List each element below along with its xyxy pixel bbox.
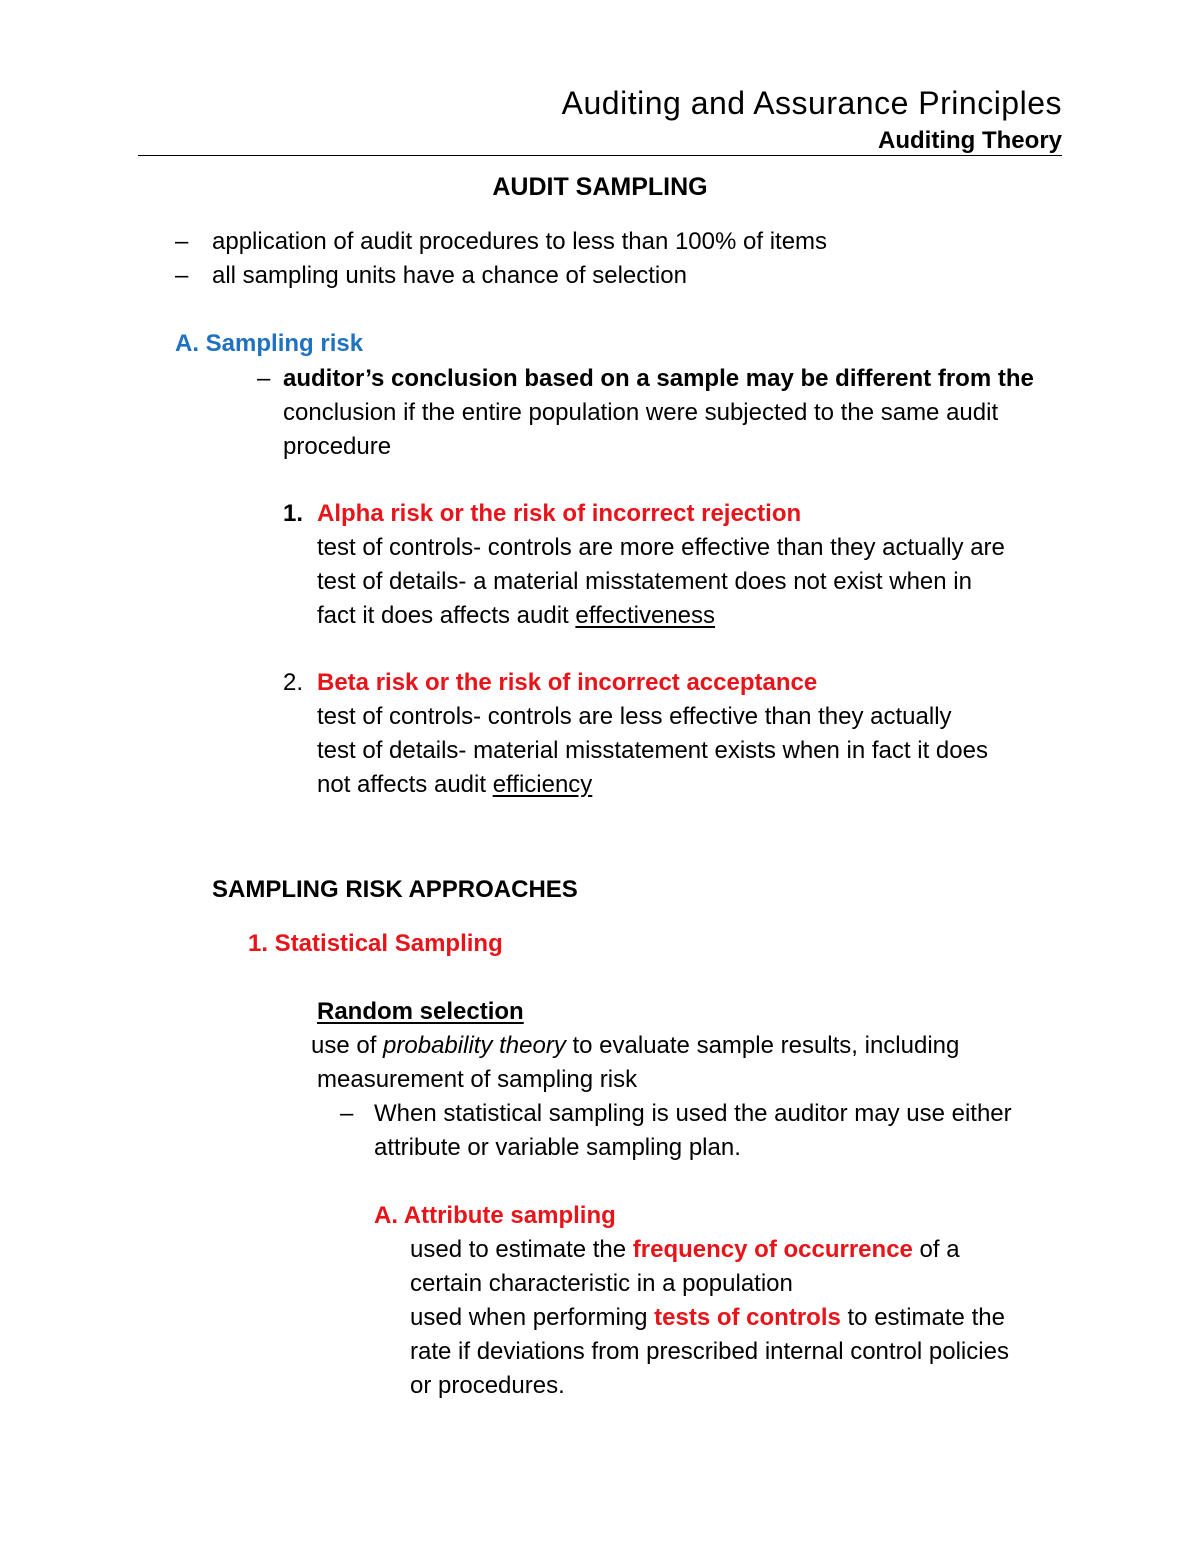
- alpha-number: 1.: [283, 500, 304, 527]
- attribute-sampling-heading: A. Attribute sampling: [374, 1202, 616, 1229]
- alpha-line3: [317, 599, 715, 633]
- sampling-risk-heading: A. Sampling risk: [175, 330, 364, 357]
- bullet-dash: –: [257, 365, 271, 392]
- beta-line3: [317, 768, 592, 802]
- intro-bullet-2: all sampling units have a chance of selection: [212, 262, 687, 289]
- alpha-line2: test of details- a material misstatement does not exist when in: [317, 568, 972, 595]
- alpha-effectiveness: effectiveness: [575, 602, 716, 629]
- statistical-bullet-line2: attribute or variable sampling plan.: [374, 1134, 741, 1161]
- attribute-line3-post: to estimate the: [840, 1304, 1005, 1331]
- beta-heading: Beta risk or the risk of incorrect acceptance: [317, 669, 818, 696]
- random-selection-heading: Random selection: [317, 998, 524, 1025]
- attribute-line4: rate if deviations from prescribed internal control policies: [410, 1338, 1009, 1365]
- attribute-line1: [410, 1233, 960, 1267]
- beta-number: 2.: [283, 669, 304, 696]
- probability-pre: use of: [311, 1032, 384, 1059]
- probability-post: to evaluate sample results, including: [565, 1032, 960, 1059]
- tests-of-controls: tests of controls: [654, 1304, 841, 1331]
- sampling-risk-bullet-line1: auditor’s conclusion based on a sample may be different from the: [283, 365, 1034, 392]
- alpha-line3-text: fact it does affects audit: [317, 602, 576, 629]
- header-title: Auditing and Assurance Principles: [561, 85, 1062, 121]
- frequency-of-occurrence: frequency of occurrence: [632, 1236, 913, 1263]
- sampling-risk-bullet-line2: conclusion if the entire population were subjected to the same audit: [283, 399, 999, 426]
- attribute-line5: or procedures.: [410, 1372, 565, 1399]
- attribute-line2: certain characteristic in a population: [410, 1270, 793, 1297]
- attribute-line3-pre: used when performing: [410, 1304, 655, 1331]
- bullet-dash: –: [175, 228, 189, 255]
- attribute-line1-post: of a: [912, 1236, 960, 1263]
- beta-line2: test of details- material misstatement exists when in fact it does: [317, 737, 988, 764]
- beta-line3-text: not affects audit: [317, 771, 493, 798]
- probability-line2: measurement of sampling risk: [317, 1066, 638, 1093]
- beta-efficiency: efficiency: [492, 771, 593, 798]
- bullet-dash: –: [175, 262, 189, 289]
- alpha-heading: Alpha risk or the risk of incorrect rejection: [317, 500, 802, 527]
- statistical-sampling-heading: 1. Statistical Sampling: [248, 930, 503, 957]
- header-subtitle: Auditing Theory: [878, 127, 1062, 154]
- approaches-heading: SAMPLING RISK APPROACHES: [212, 876, 578, 903]
- probability-line1: [311, 1029, 959, 1063]
- attribute-line3: [410, 1301, 1005, 1335]
- bullet-dash: –: [340, 1100, 354, 1127]
- header-rule: [138, 155, 1062, 156]
- alpha-line1: test of controls- controls are more effective than they actually are: [317, 534, 1005, 561]
- beta-line1: test of controls- controls are less effective than they actually: [317, 703, 952, 730]
- sampling-risk-bullet-line3: procedure: [283, 433, 392, 460]
- document-title: AUDIT SAMPLING: [492, 173, 708, 201]
- statistical-bullet-line1: When statistical sampling is used the auditor may use either: [374, 1100, 1012, 1127]
- intro-bullet-1: application of audit procedures to less than 100% of items: [212, 228, 828, 255]
- attribute-line1-pre: used to estimate the: [410, 1236, 633, 1263]
- probability-theory: probability theory: [383, 1032, 566, 1059]
